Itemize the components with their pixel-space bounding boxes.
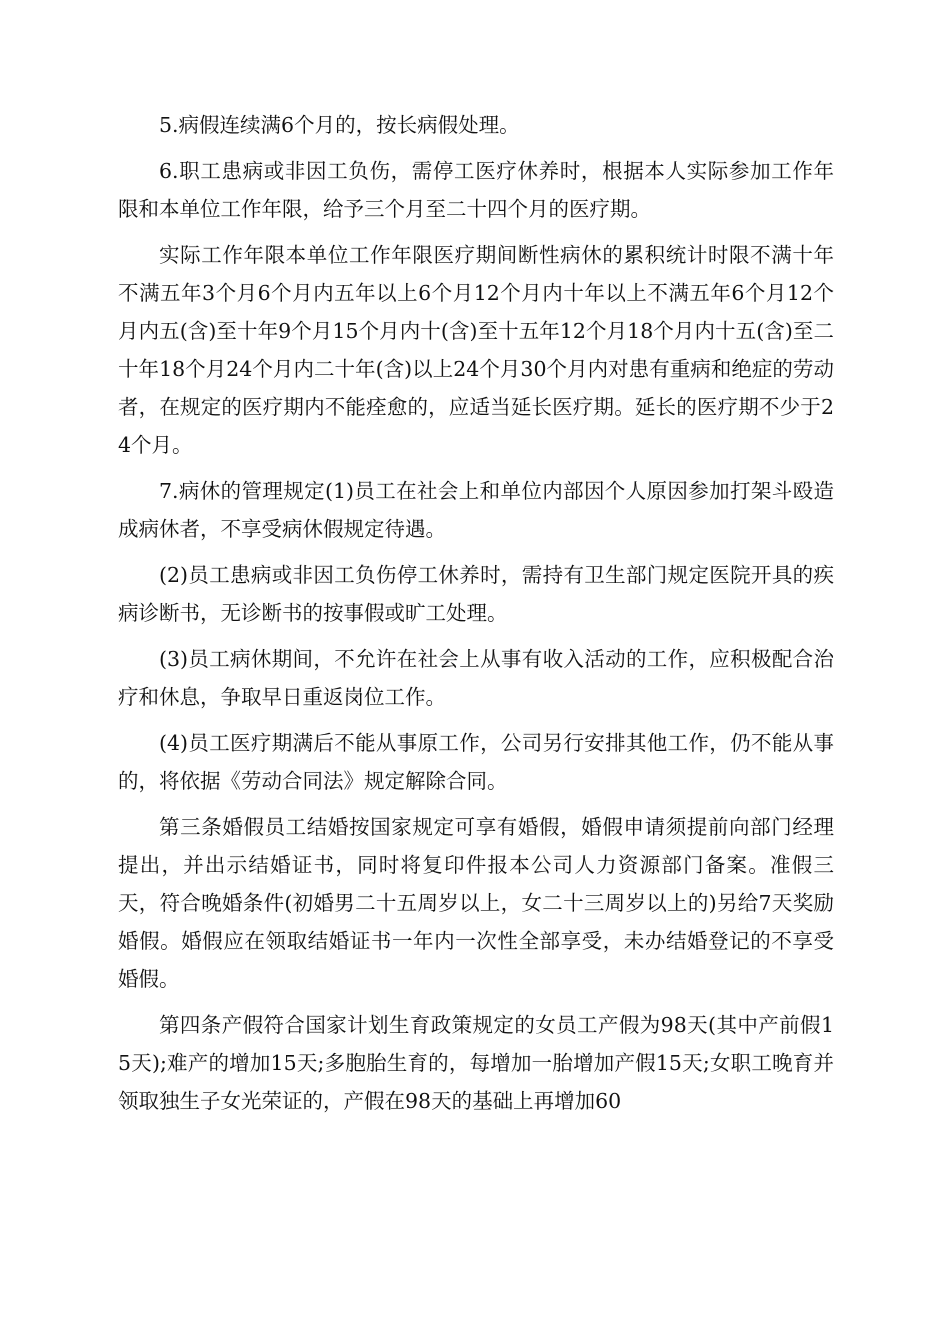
paragraph-sick-leave-rule-3: (3)员工病休期间，不允许在社会上从事有收入活动的工作，应积极配合治疗和休息，争取早日重返岗位工作。 [118, 647, 834, 709]
paragraph-sick-leave-rule-2: (2)员工患病或非因工负伤停工休养时，需持有卫生部门规定医院开具的疾病诊断书，无诊断书的按事假或旷工处理。 [118, 563, 834, 625]
paragraph-marriage-leave: 第三条婚假员工结婚按国家规定可享有婚假，婚假申请须提前向部门经理提出，并出示结婚证书，同时将复印件报本公司人力资源部门备案。准假三天，符合晚婚条件(初婚男二十五周岁以上，女二十三周岁以上的)另给7天奖励婚假。婚假应在领取结婚证书一年内一次性全部享受，未办结婚登记的不享受婚假。 [118, 815, 834, 991]
paragraph-sick-leave-rule-1: 7.病休的管理规定(1)员工在社会上和单位内部因个人原因参加打架斗殴造成病休者，不享受病休假规定待遇。 [118, 479, 834, 541]
paragraph-sick-leave-6-months: 5.病假连续满6个月的，按长病假处理。 [159, 113, 520, 137]
paragraph-medical-period: 6.职工患病或非因工负伤，需停工医疗休养时，根据本人实际参加工作年限和本单位工作年限，给予三个月至二十四个月的医疗期。 [118, 159, 834, 221]
paragraph-sick-leave-rule-4: (4)员工医疗期满后不能从事原工作，公司另行安排其他工作，仍不能从事的，将依据《劳动合同法》规定解除合同。 [118, 731, 834, 793]
document-page [118, 106, 834, 1128]
paragraph-medical-period-table: 实际工作年限本单位工作年限医疗期间断性病休的累积统计时限不满十年不满五年3个月6个月内五年以上6个月12个月内十年以上不满五年6个月12个月内五(含)至十年9个月15个月内十(含)至十五年12个月18个月内十五(含)至二十年18个月24个月内二十年(含)以上24个月30个月内对患有重病和绝症的劳动者，在规定的医疗期内不能痊愈的，应适当延长医疗期。延长的医疗期不少于24个月。 [118, 243, 834, 457]
paragraph-maternity-leave: 第四条产假符合国家计划生育政策规定的女员工产假为98天(其中产前假15天);难产的增加15天;多胞胎生育的，每增加一胎增加产假15天;女职工晚育并领取独生子女光荣证的，产假在98天的基础上再增加60 [118, 1013, 834, 1113]
